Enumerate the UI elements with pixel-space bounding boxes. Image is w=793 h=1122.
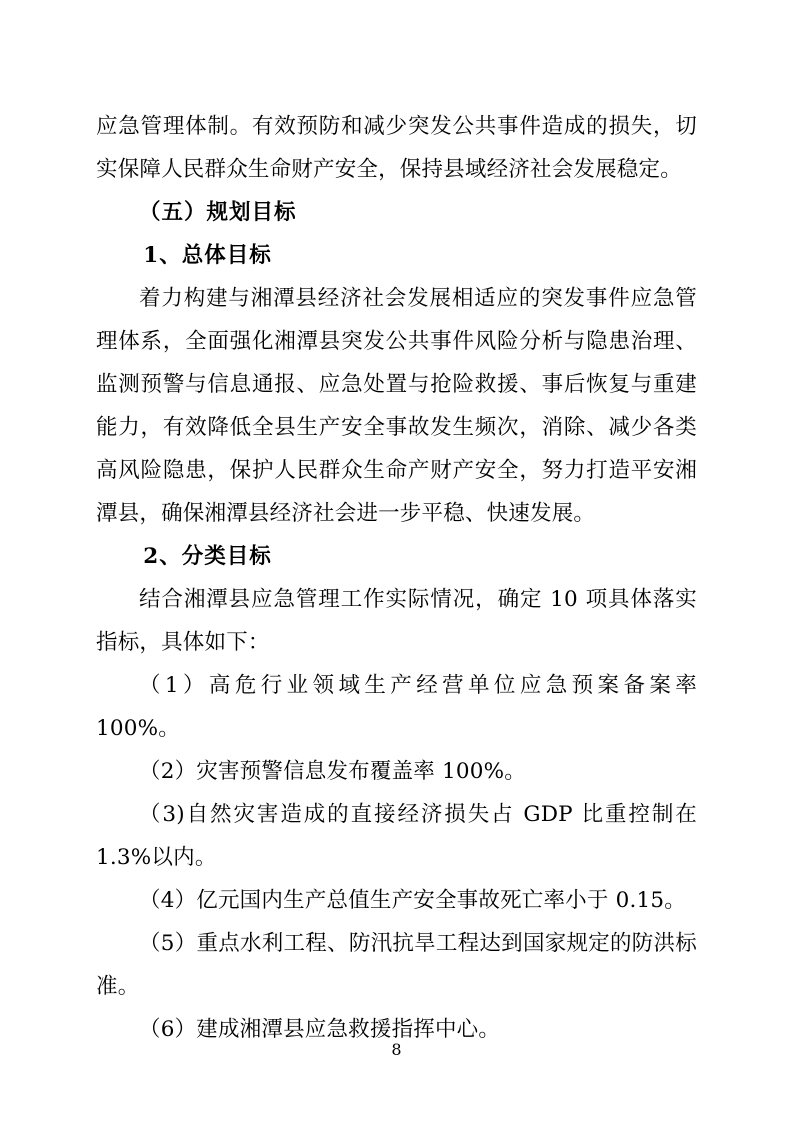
paragraph-category-goals-intro: 结合湘潭县应急管理工作实际情况，确定 10 项具体落实指标，具体如下： xyxy=(96,587,697,655)
list-item: （2）灾害预警信息发布覆盖率 100%。 xyxy=(139,759,526,784)
subsection-heading-category-goals: 2、分类目标 xyxy=(143,544,272,569)
paragraph-overall-goals: 着力构建与湘潭县经济社会发展相适应的突发事件应急管理体系，全面强化湘潭县突发公共事件风险分析与隐患治理、监测预警与信息通报、应急处置与抢险救援、事后恢复与重建能力，有效降低全县生产安全事故发生频次，消除、减少各类高风险隐患，保护人民群众生命产财产安全，努力打造平安湘潭县，确保湘潭县经济社会进一步平稳、快速发展。 xyxy=(96,286,697,526)
section-heading-planning-goals: （五）规划目标 xyxy=(139,200,297,225)
document-body xyxy=(96,105,697,1051)
list-item: （4）亿元国内生产总值生产安全事故死亡率小于 0.15。 xyxy=(139,888,686,913)
list-item: （5）重点水利工程、防汛抗旱工程达到国家规定的防洪标准。 xyxy=(96,931,697,999)
subsection-heading-overall-goals: 1、总体目标 xyxy=(143,243,272,268)
list-item: （3)自然灾害造成的直接经济损失占 GDP 比重控制在 1.3%以内。 xyxy=(96,802,697,870)
list-item: （1）高危行业领域生产经营单位应急预案备案率 100%。 xyxy=(96,673,697,741)
paragraph-continued: 应急管理体制。有效预防和减少突发公共事件造成的损失，切实保障人民群众生命财产安全，保持县域经济社会发展稳定。 xyxy=(96,114,697,182)
list-item: （6）建成湘潭县应急救援指挥中心。 xyxy=(139,1017,501,1042)
page-number: 8 xyxy=(391,1040,402,1059)
